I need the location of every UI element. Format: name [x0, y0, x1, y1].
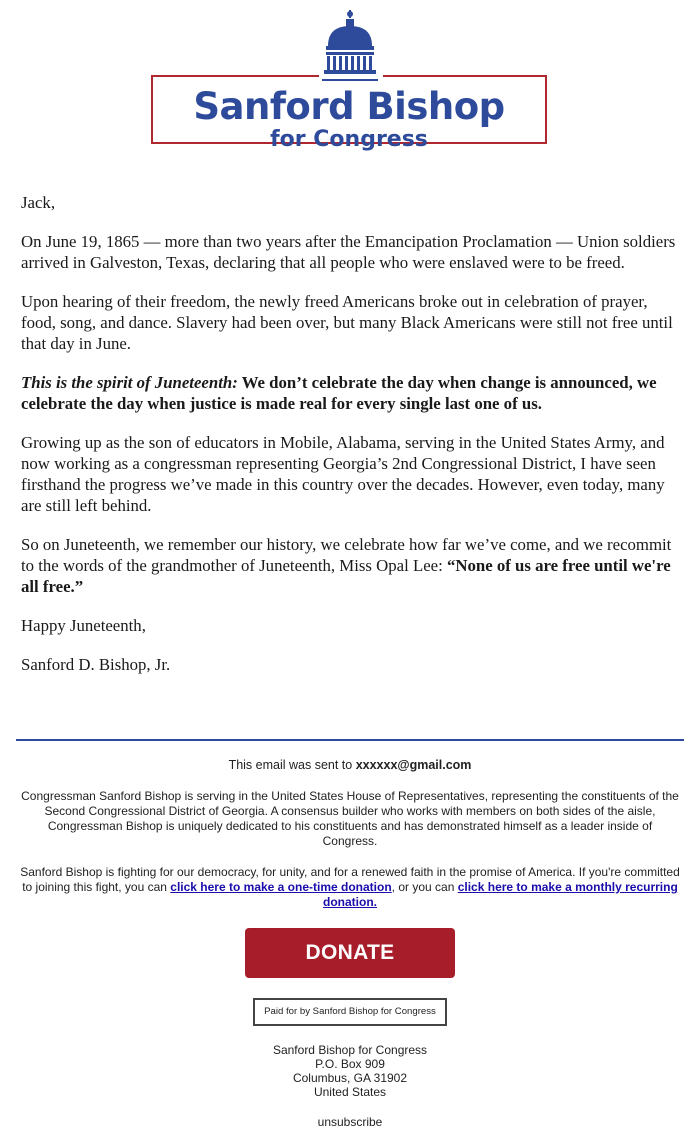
address-po-box: P.O. Box 909 — [315, 1057, 385, 1071]
address-country: United States — [313, 1085, 387, 1099]
paid-for-disclaimer: Paid for by Sanford Bishop for Congress — [253, 998, 447, 1026]
logo-frame — [151, 75, 547, 152]
logo-name: Sanford Bishop — [193, 85, 505, 128]
paragraph-5-text: So on Juneteenth, we remember our history, we celebrate how far we’ve come, and we recommit to the words of the grandmother of Juneteenth, Miss Opal Lee: — [21, 535, 672, 575]
paragraph-3 — [21, 372, 681, 414]
greeting: Jack, — [21, 193, 56, 212]
campaign-logo — [0, 0, 700, 160]
donation-appeal — [20, 865, 680, 910]
candidate-bio: Congressman Sanford Bishop is serving in the United States House of Representatives, representing the constituents of the Second Congressional District of Georgia. A consensus builder who works with members on both sides of the aisle, Congressman Bishop is uniquely dedicated to his constituents and has demonstrated himself as a leader inside of Congress. — [21, 789, 679, 848]
paragraph-5 — [21, 534, 681, 597]
signature: Sanford D. Bishop, Jr. — [21, 655, 171, 674]
mailing-address — [0, 1043, 700, 1099]
unsubscribe-link[interactable]: unsubscribe — [317, 1115, 383, 1129]
letter-body — [21, 192, 681, 693]
paragraph-1: On June 19, 1865 — more than two years after the Emancipation Proclamation — Union soldiers arrived in Galveston, Texas, declaring that all people who were enslaved were to be freed. — [21, 232, 676, 272]
one-time-donation-link[interactable]: click here to make a one-time donation — [170, 880, 392, 894]
paragraph-4: Growing up as the son of educators in Mobile, Alabama, serving in the United States Army, and now working as a congressman representing Georgia’s 2nd Congressional District, I have seen firsthand the progress we’ve made in this country over the decades. However, even today, many are still left behind. — [21, 433, 665, 515]
address-org: Sanford Bishop for Congress — [272, 1043, 428, 1057]
donation-appeal-mid: , or you can — [391, 880, 458, 894]
sent-to-prefix: This email was sent to — [228, 758, 356, 772]
monthly-donation-link[interactable]: click here to make a monthly recurring donation. — [323, 880, 678, 909]
footer-divider — [16, 739, 684, 741]
address-city: Columbus, GA 31902 — [292, 1071, 408, 1085]
juneteenth-spirit-text: We don’t celebrate the day when change is announced, we celebrate the day when justice is made real for every single last one of us. — [21, 373, 657, 413]
opal-lee-quote: “None of us are free until we're all free.” — [21, 556, 671, 596]
juneteenth-spirit-lead: This is the spirit of Juneteenth: — [21, 373, 238, 392]
donation-appeal-text: Sanford Bishop is fighting for our democracy, for unity, and for a renewed faith in the promise of America. If you're committed to joining this fight, you can — [20, 865, 680, 894]
donate-button[interactable]: DONATE — [245, 928, 455, 978]
paragraph-2: Upon hearing of their freedom, the newly freed Americans broke out in celebration of prayer, food, song, and dance. Slavery had been over, but many Black Americans were still not free until that day in June. — [21, 292, 673, 353]
logo-subtitle: for Congress — [270, 127, 428, 152]
sent-to-line — [20, 758, 680, 773]
email-footer — [20, 758, 680, 910]
recipient-email: xxxxxx@gmail.com — [355, 758, 472, 772]
closing: Happy Juneteenth, — [21, 616, 146, 635]
